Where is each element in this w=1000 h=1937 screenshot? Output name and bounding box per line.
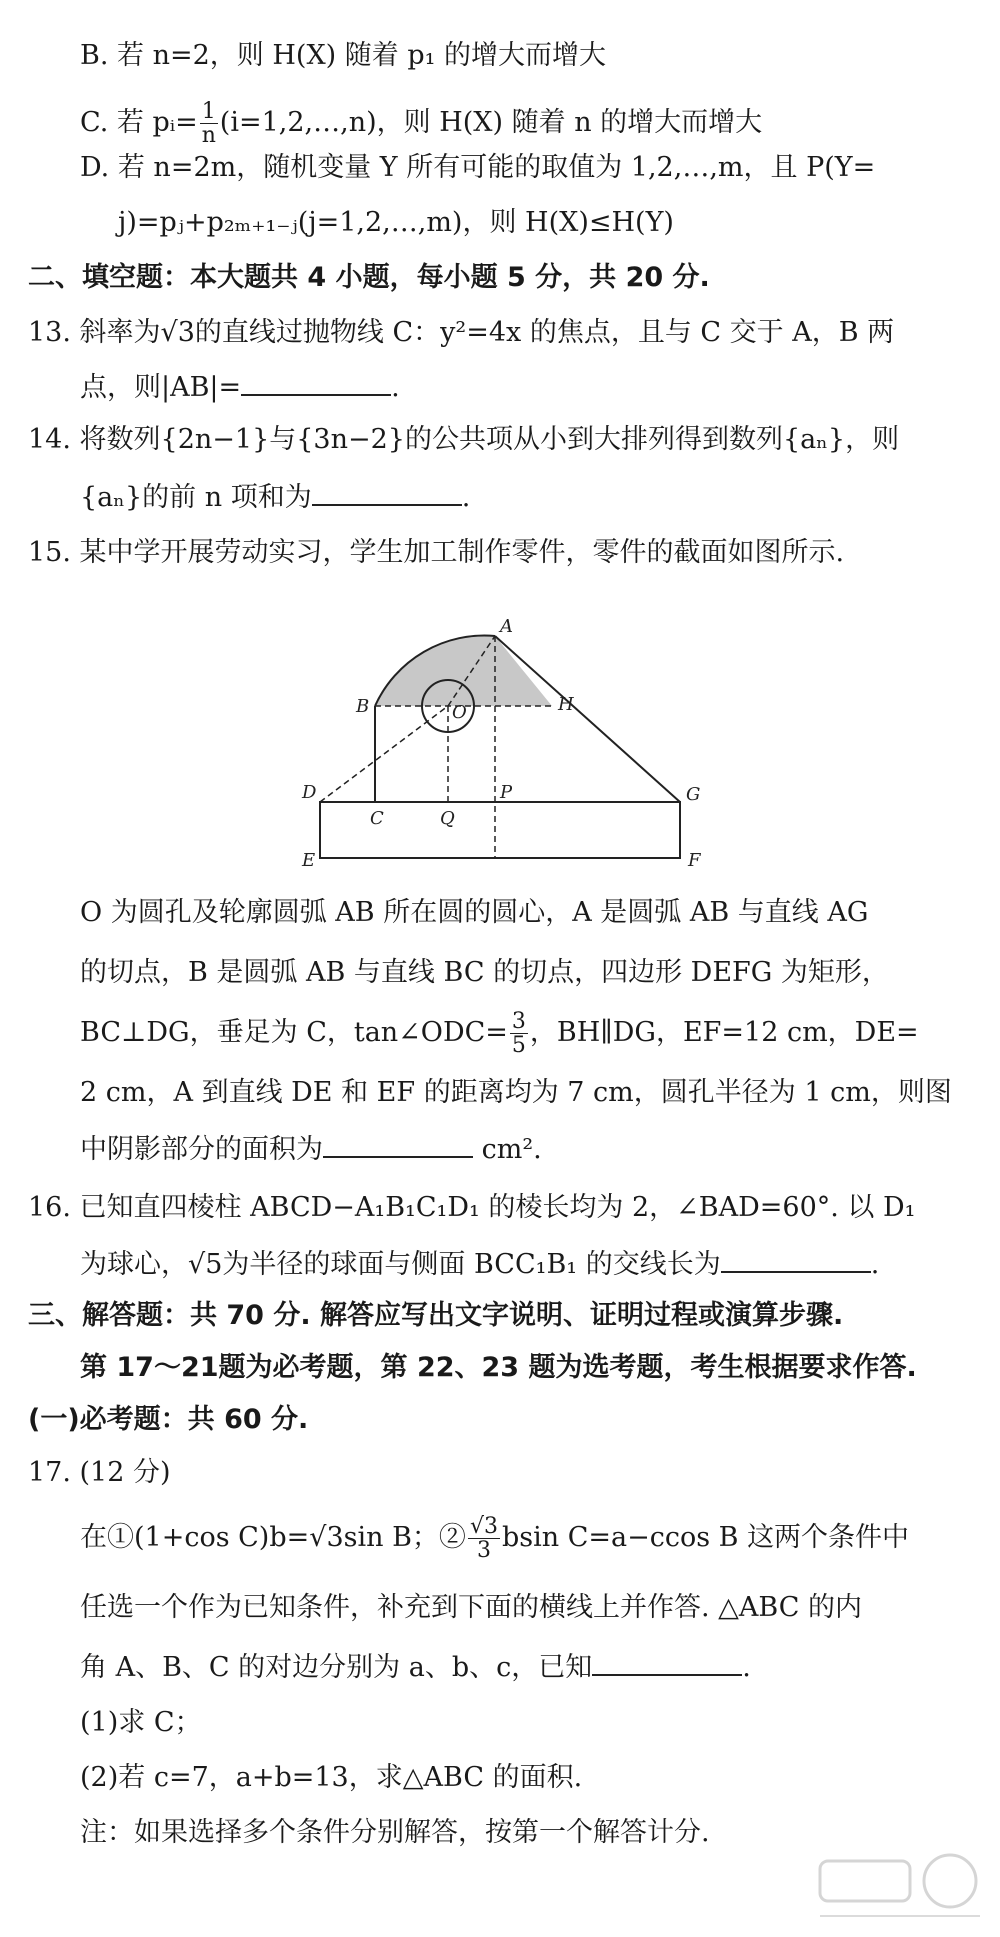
question-17-line3: 角 A、B、C 的对边分别为 a、b、c，已知 . bbox=[80, 1648, 751, 1686]
fraction-1-over-n: $\frac{1}{n}$ bbox=[201, 99, 216, 149]
section-answer-heading: 三、解答题：共 70 分. 解答应写出文字说明、证明过程或演算步骤. bbox=[28, 1300, 844, 1331]
answer-blank-14 bbox=[312, 478, 462, 506]
label-c: C bbox=[370, 808, 384, 829]
question-15-line6: 中阴影部分的面积为 cm². bbox=[80, 1130, 542, 1168]
option-d-line1: D. 若 n=2m，随机变量 Y 所有可能的取值为 1,2,…,m，且 P(Y= bbox=[80, 152, 876, 183]
label-o: O bbox=[452, 702, 467, 723]
label-a: A bbox=[500, 616, 513, 637]
label-e: E bbox=[302, 850, 316, 868]
question-17-part2: (2)若 c=7，a+b=13，求△ABC 的面积. bbox=[80, 1762, 583, 1793]
question-17-note: 注：如果选择多个条件分别解答，按第一个解答计分. bbox=[80, 1817, 710, 1848]
question-15-line4: BC⊥DG，垂足为 C，tan∠ODC= $\frac{3}{5}$ ，BH∥DG，EF=12 cm，DE= bbox=[80, 1009, 919, 1059]
question-16-line1: 16. 已知直四棱柱 ABCD−A₁B₁C₁D₁ 的棱长均为 2，∠BAD=60°. 以 D₁ bbox=[28, 1192, 916, 1223]
option-b: B. 若 n=2，则 H(X) 随着 p₁ 的增大而增大 bbox=[80, 40, 607, 71]
label-p: P bbox=[500, 782, 513, 803]
shaded-region bbox=[375, 636, 552, 706]
label-f: F bbox=[688, 850, 701, 868]
answer-blank-17 bbox=[592, 1648, 742, 1676]
question-16-line2: 为球心，√5为半径的球面与侧面 BCC₁B₁ 的交线长为 . bbox=[80, 1245, 879, 1283]
option-c: C. 若 pᵢ= $\frac{1}{n}$ (i=1,2,…,n)，则 H(X) 随着 n 的增大而增大 bbox=[80, 99, 763, 149]
question-15-line5: 2 cm，A 到直线 DE 和 EF 的距离均为 7 cm，圆孔半径为 1 cm，则图 bbox=[80, 1077, 952, 1108]
option-d-line2: j)=pⱼ+p₂ₘ₊₁₋ⱼ(j=1,2,…,m)，则 H(X)≤H(Y) bbox=[118, 207, 674, 238]
question-14-line2: {aₙ}的前 n 项和为 . bbox=[80, 478, 470, 516]
question-17-line1: 在①(1+cos C)b=√3sin B；② $\frac{√3}{3}$ bsin C=a−ccos B 这两个条件中 bbox=[80, 1514, 910, 1564]
question-17-header: 17. (12 分) bbox=[28, 1457, 171, 1488]
answer-blank-13 bbox=[241, 368, 391, 396]
question-15-line3: 的切点，B 是圆弧 AB 与直线 BC 的切点，四边形 DEFG 为矩形， bbox=[80, 957, 889, 988]
label-b: B bbox=[356, 696, 370, 717]
part-cross-section-figure bbox=[290, 608, 710, 868]
question-15-line2: O 为圆孔及轮廓圆弧 AB 所在圆的圆心，A 是圆弧 AB 与直线 AG bbox=[80, 897, 869, 928]
question-13-line2: 点，则|AB|= . bbox=[80, 368, 400, 406]
label-q: Q bbox=[440, 808, 455, 829]
answer-blank-15 bbox=[323, 1130, 473, 1158]
line-do bbox=[320, 706, 448, 802]
label-d: D bbox=[302, 782, 317, 803]
label-h: H bbox=[558, 694, 574, 715]
line-ag bbox=[495, 636, 680, 802]
question-15-line1: 15. 某中学开展劳动实习，学生加工制作零件，零件的截面如图所示. bbox=[28, 537, 845, 568]
fraction-sqrt3-over-3: $\frac{√3}{3}$ bbox=[469, 1514, 498, 1564]
question-17-part1: (1)求 C； bbox=[80, 1707, 202, 1738]
question-13-line1: 13. 斜率为√3的直线过抛物线 C：y²=4x 的焦点，且与 C 交于 A，B 两 bbox=[28, 317, 895, 348]
required-questions-heading: (一)必考题：共 60 分. bbox=[28, 1404, 309, 1435]
section-answer-note: 第 17～21题为必考题，第 22、23 题为选考题，考生根据要求作答. bbox=[80, 1352, 917, 1383]
question-14-line1: 14. 将数列{2n−1}与{3n−2}的公共项从小到大排列得到数列{aₙ}，则 bbox=[28, 424, 900, 455]
watermark-logo-icon bbox=[800, 1841, 990, 1931]
fraction-3-over-5: $\frac{3}{5}$ bbox=[511, 1009, 526, 1059]
question-17-line2: 任选一个作为已知条件，补充到下面的横线上并作答. △ABC 的内 bbox=[80, 1592, 863, 1623]
label-g: G bbox=[686, 784, 701, 805]
section-fill-in-heading: 二、填空题：本大题共 4 小题，每小题 5 分，共 20 分. bbox=[28, 262, 710, 293]
answer-blank-16 bbox=[721, 1245, 871, 1273]
